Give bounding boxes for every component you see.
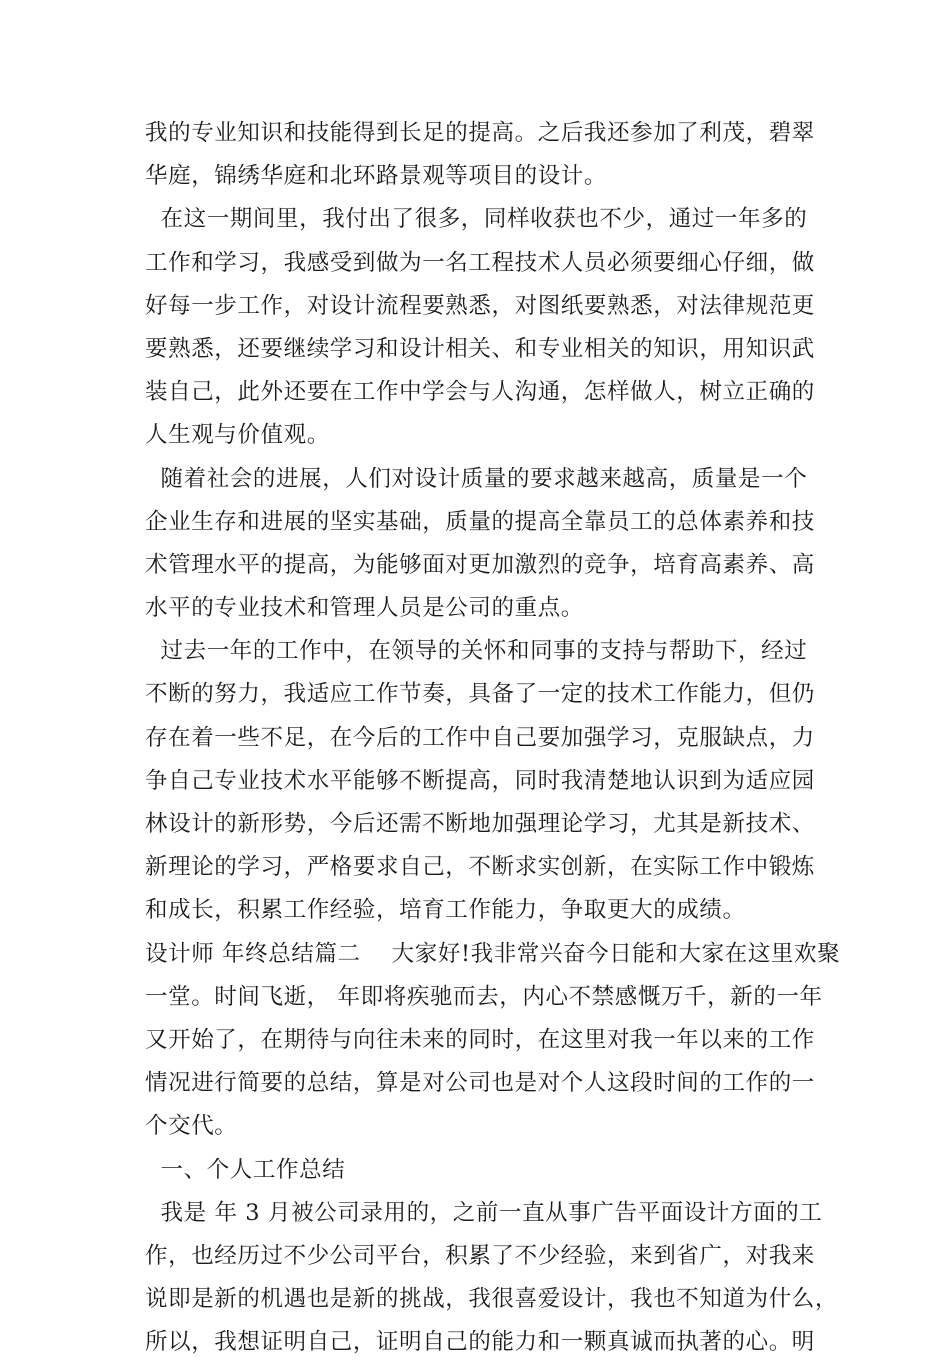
text-line: 在这一期间里，我付出了很多，同样收获也不少，通过一年多的 bbox=[145, 206, 808, 233]
text-line: 一堂。时间飞逝， 年即将疾驰而去，内心不禁感慨万千，新的一年 bbox=[145, 983, 823, 1010]
text-line: 新理论的学习，严格要求自己，不断求实创新，在实际工作中锻炼 bbox=[145, 854, 815, 881]
text-line: 水平的专业技术和管理人员是公司的重点。 bbox=[145, 595, 584, 622]
text-line: 存在着一些不足，在今后的工作中自己要加强学习，克服缺点，力 bbox=[145, 724, 815, 751]
text-line: 好每一步工作，对设计流程要熟悉，对图纸要熟悉，对法律规范更 bbox=[145, 292, 815, 319]
text-line: 林设计的新形势，今后还需不断地加强理论学习，尤其是新技术、 bbox=[145, 811, 815, 837]
text-line: 过去一年的工作中，在领导的关怀和同事的支持与帮助下，经过 bbox=[145, 638, 808, 665]
text-line: 我是 年 3 月被公司录用的，之前一直从事广告平面设计方面的工 bbox=[145, 1199, 823, 1226]
text-line: 所以，我想证明自己，证明自己的能力和一颗真诚而执著的心。明 bbox=[145, 1329, 815, 1356]
text-line: 不断的努力，我适应工作节奏，具备了一定的技术工作能力，但仍 bbox=[145, 681, 815, 708]
text-line: 人生观与价值观。 bbox=[145, 422, 330, 449]
text-line: 华庭，锦绣华庭和北环路景观等项目的设计。 bbox=[145, 163, 608, 190]
text-line: 我的专业知识和技能得到长足的提高。之后我还参加了利茂，碧翠 bbox=[145, 120, 815, 146]
document-body bbox=[145, 112, 841, 1364]
text-line: 装自己，此外还要在工作中学会与人沟通，怎样做人，树立正确的 bbox=[145, 379, 815, 406]
text-line: 术管理水平的提高，为能够面对更加激烈的竞争，培育高素养、高 bbox=[145, 551, 815, 578]
text-line: 工作和学习，我感受到做为一名工程技术人员必须要细心仔细，做 bbox=[145, 249, 815, 276]
text-line: 设计师 年终总结篇二 大家好!我非常兴奋今日能和大家在这里欢聚 bbox=[145, 940, 841, 967]
text-line: 要熟悉，还要继续学习和设计相关、和专业相关的知识，用知识武 bbox=[145, 335, 815, 362]
text-line: 随着社会的进展，人们对设计质量的要求越来越高，质量是一个 bbox=[145, 465, 808, 492]
text-line: 说即是新的机遇也是新的挑战，我很喜爱设计，我也不知道为什么， bbox=[145, 1286, 839, 1313]
text-line: 一、个人工作总结 bbox=[145, 1156, 346, 1183]
text-line: 作，也经历过不少公司平台，积累了不少经验，来到省广，对我来 bbox=[145, 1242, 815, 1269]
text-line: 情况进行简要的总结，算是对公司也是对个人这段时间的工作的一 bbox=[145, 1070, 815, 1097]
text-line: 和成长，积累工作经验，培育工作能力，争取更大的成绩。 bbox=[145, 897, 746, 924]
text-line: 企业生存和进展的坚实基础，质量的提高全靠员工的总体素养和技 bbox=[145, 508, 815, 535]
text-line: 个交代。 bbox=[145, 1113, 238, 1140]
text-line: 争自己专业技术水平能够不断提高，同时我清楚地认识到为适应园 bbox=[145, 767, 815, 794]
text-line: 又开始了，在期待与向往未来的同时，在这里对我一年以来的工作 bbox=[145, 1026, 815, 1053]
